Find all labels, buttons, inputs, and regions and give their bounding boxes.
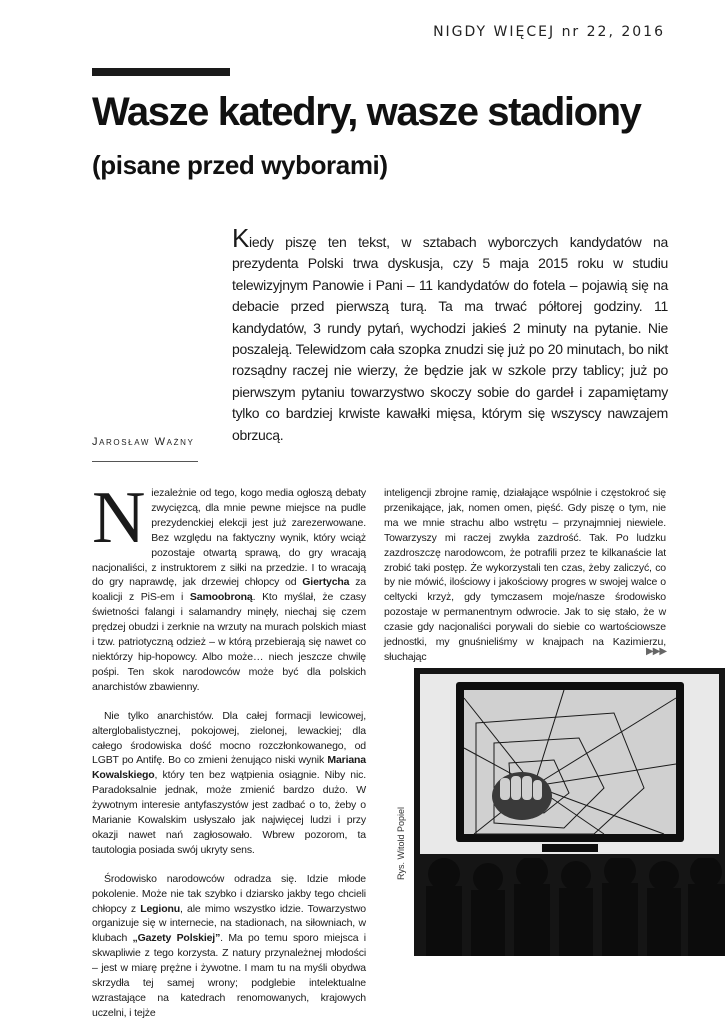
- lead-drop-initial: K: [232, 223, 250, 253]
- p2-bold-kowalski: Mariana Kowalskiego: [92, 754, 366, 782]
- p3-text-a: Środowisko narodowców odradza się. Idzie młode pokolenie. Może nie tak szybko i dziarsko jakby tego chcieli chłopcy z: [92, 872, 366, 915]
- p3-bold-gazeta: „Gazety Polskiej”: [132, 932, 221, 945]
- p3-text-c: , ale mimo wszystko idzie. Towarzystwo organizuje się w internecie, na stadionach, na siłowniach, w klubach: [92, 902, 366, 945]
- p2-text-a: Nie tylko anarchistów. Dla całej formacji lewicowej, alterglobalistycznej, pokojowej, zielonej, lewackiej; dla całego środowiska dość mocno rozczłonkowanego, od LGBT po Antifę. Bo co zmieni żenująco niski wynik: [92, 709, 366, 767]
- article-title: Wasze katedry, wasze stadiony: [92, 90, 641, 134]
- p1-text-d: . Kto myślał, że czasy świetności falangi i salamandry minęły, niechaj się czem prędzej obudzi i zerknie na wrzuty na murach polskich miast i tzw. patriotyczną odzież – w którą przebierają się nawet co niektórzy hip-hopowcy. Albo może… niech jeszcze chwilę pośpi. Ten skok narodowców może być dla polskich anarchistów zbawienny.: [92, 591, 366, 693]
- body-paragraph-1: [92, 477, 367, 695]
- body-column-left: [92, 477, 367, 1019]
- p2-text-c: , który ten bez wątpienia osiągnie. Niby nic. Paradoksalnie jednak, może zmienić bardzo dużo. W żywotnym interesie antyfaszystów jest zadbać o to, żeby o Marianie Kowalskim usłyszało jak najwięcej ludzi i przy okazji nawet nań zagłosowało. Wbrew pozorom, ta tautologia posiada swój ukryty sens.: [92, 769, 366, 856]
- article-subtitle: (pisane przed wyborami): [92, 150, 388, 180]
- body-paragraph-2: [92, 709, 366, 858]
- author-byline: Jarosław Ważny: [92, 436, 195, 448]
- body-paragraph-right: inteligencji zbrojne ramię, działające wspólnie i częstokroć się przenikające, jak, nomen omen, pięść. Gdy piszę o tym, nie ma we mnie strachu albo wstrętu – przynajmniej niewiele. Towarzyszy mi raczej zwykła zazdrość. Tak. Po ludzku zazdroszczę narodowcom, że potrafili przez te kilkanaście lat zrobić taki postęp. Że wykorzystali ten czas, żeby zaliczyć, co by nie mówić, ilościowy i jakościowy progres w swojej walce o celtycki krzyż, gdy tymczasem moje/nasze środowisko pozostaje w permanentnym odwrocie. Jak to się stało, że w czasie gdy nacjonaliści porywali do siebie co wartościowsze jednostki, my gnuśnieliśmy w knajpach na Kazimierzu, słuchając: [384, 487, 666, 663]
- p1-bold-giertych: Giertycha: [302, 576, 350, 589]
- illustration-credit: Rys. Witold Popiel: [396, 806, 406, 880]
- illustration-drawing: [414, 668, 725, 956]
- p1-text-a: iezależnie od tego, kogo media ogłoszą debaty zwycięzcą, dla mnie pewne miejsce na pudle prezydenckiej elekcji jest już zarezerwowane. Bez względu na faktyczny wynik, który wciąż pozostaje otwartą sprawą, do gry wracają nacjonaliści, z instruktorem z siłki na przedzie. I to wracają do gry naprawdę, jak drzewiej chłopcy od: [92, 487, 366, 589]
- p1-text-c: za koalicji z PiS-em i: [92, 576, 367, 604]
- continue-arrows: ▶▶▶: [646, 646, 667, 657]
- p3-bold-legion: Legionu: [140, 902, 180, 915]
- p1-bold-samoobrona: Samoobroną: [189, 591, 253, 604]
- body-paragraph-3: [92, 872, 366, 1021]
- lead-text: iedy piszę ten tekst, w sztabach wyborczych kandydatów na prezydenta Polski trwa dyskusja, czy 5 maja 2015 roku w studiu telewizyjnym Panowie i Pani – 11 kandydatów do fotela – pojawią się na debacie przed pierwszą turą. Ta ma trwać półtorej godziny. 11 kandydatów, 3 rundy pytań, wychodzi jakieś 2 minuty na pytanie. Nie poszaleją. Telewidzom cała szopka znudzi się już po 20 minutach, bo nikt rozsądny raczej nie wierzy, że będzie jak w szkole przy tablicy; już po pierwszym pytaniu towarzystwo skoczy sobie do gardeł i zapamiętamy tylko co bardziej krwiste kawałki mięsa, którym się wszyscy nawzajem obrzucą.: [232, 234, 668, 443]
- author-rule: [92, 461, 198, 462]
- p3-text-d: . Ma po temu sporo miejsca i skwapliwie z tego korzysta. Z natury przynależnej młodości – jest w miarę prężne i żywotne. I mam tu na myśli obydwa skrzydła tej samej wrony; podglebie intelektualne wzrastające na katedrach renomowanych, krajowych uczelni, i tejże: [92, 932, 366, 1019]
- running-head: NIGDY WIĘCEJ nr 22, 2016: [433, 24, 665, 40]
- body-column-right: [384, 486, 666, 663]
- lead-paragraph: [232, 223, 668, 446]
- title-rule: [92, 68, 230, 76]
- illustration-tv-fist: [414, 668, 725, 956]
- dropcap: N: [92, 477, 146, 559]
